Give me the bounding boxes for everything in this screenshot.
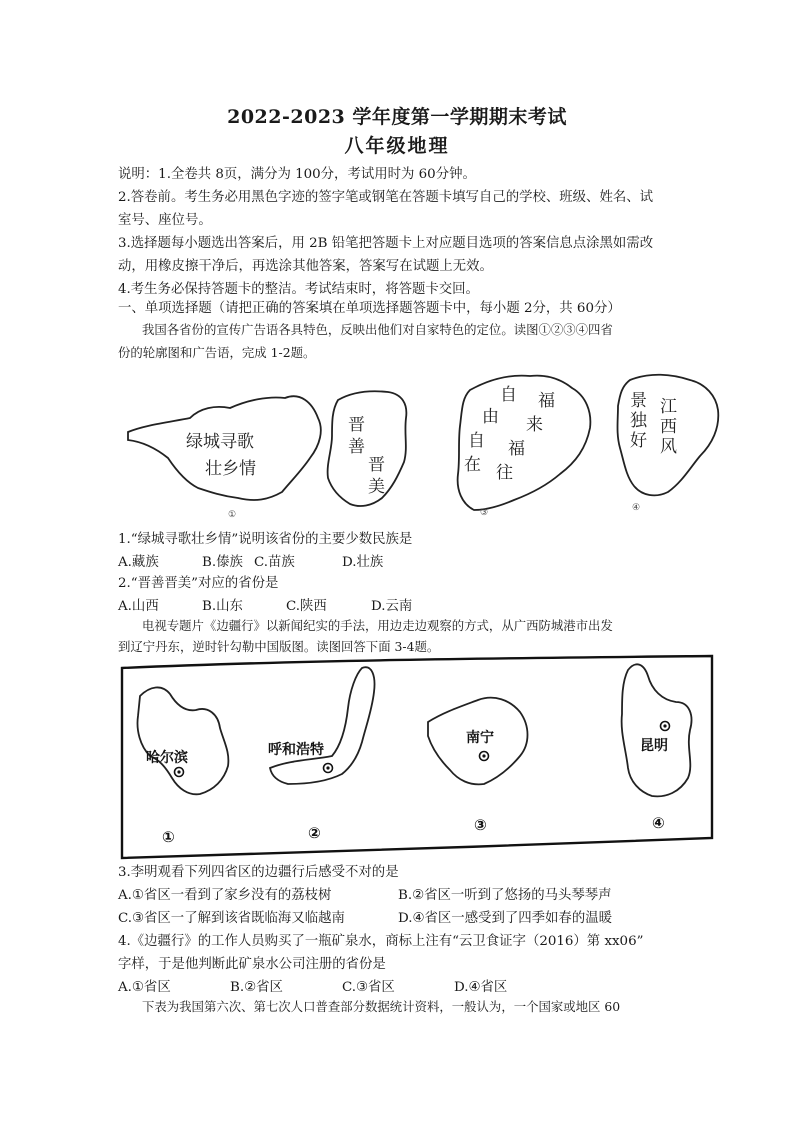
province-outline-inner-mongolia [270, 667, 375, 784]
slogan-2-char: 晋 [368, 455, 385, 475]
q4-option-b[interactable]: B.②省区 [230, 980, 283, 995]
map-number-4: ④ [652, 814, 665, 832]
slogan-4-char: 独 [630, 411, 647, 431]
q1-option-b[interactable]: B.傣族 [202, 555, 243, 570]
city-harbin: 哈尔滨 [146, 750, 188, 766]
slogan-3-char: 往 [496, 463, 513, 483]
slogan-3-char: 由 [482, 407, 499, 427]
instruction-line: 4.考生务必保持答题卡的整洁。考试结束时，将答题卡交回。 [118, 282, 479, 297]
q1-option-c[interactable]: C.苗族 [254, 555, 295, 570]
city-kunming: 昆明 [640, 738, 668, 754]
map-num-1: ① [228, 510, 237, 520]
province-outline-yunnan [622, 664, 692, 796]
q2-option-c[interactable]: C.陕西 [286, 599, 327, 614]
slogan-1-line2: 壮乡情 [205, 459, 256, 479]
q4-option-d[interactable]: D.④省区 [454, 980, 508, 995]
intro-line: 我国各省份的宣传广告语各具特色，反映出他们对自家特色的定位。读图①②③④四省 [142, 322, 613, 337]
q3-stem: 3.李明观看下列四省区的边疆行后感受不对的是 [118, 865, 399, 880]
instruction-line: 动，用橡皮擦干净后，再选涂其他答案，答案写在试题上无效。 [118, 259, 493, 274]
q4-option-a[interactable]: A.①省区 [118, 980, 171, 995]
q2-option-b[interactable]: B.山东 [202, 599, 243, 614]
slogan-4-char: 西 [660, 417, 677, 437]
province-outline-heilongjiang [138, 687, 229, 794]
q2-option-d[interactable]: D.云南 [371, 599, 413, 614]
slogan-3-char: 自 [500, 385, 517, 405]
map-num-3: ③ [480, 508, 489, 518]
q2-stem: 2.“晋善晋美”对应的省份是 [118, 576, 279, 591]
instruction-line: 室号、座位号。 [118, 213, 212, 228]
q1-option-a[interactable]: A.藏族 [118, 555, 159, 570]
slogan-1-line1: 绿城寻歌 [186, 432, 254, 452]
slogan-2-char: 善 [348, 437, 365, 457]
intro-line: 份的轮廓图和广告语，完成 1-2题。 [118, 345, 316, 360]
q3-option-c[interactable]: C.③省区一了解到该省既临海又临越南 [118, 911, 345, 926]
q4-stem: 字样，于是他判断此矿泉水公司注册的省份是 [118, 957, 386, 972]
q3-option-b[interactable]: B.②省区一听到了悠扬的马头琴琴声 [398, 888, 612, 903]
q1-stem: 1.“绿城寻歌壮乡情”说明该省份的主要少数民族是 [118, 532, 413, 547]
slogan-4-char: 江 [660, 397, 677, 417]
exam-subject: 八年级地理 [344, 135, 450, 157]
q4-stem: 4.《边疆行》的工作人员购买了一瓶矿泉水，商标上注有“云卫食证字（2016）第 xx06” [118, 934, 644, 949]
intro2-line: 电视专题片《边疆行》以新闻纪实的手法，用边走边观察的方式，从广西防城港市出发 [142, 618, 613, 633]
slogan-4-char: 好 [630, 431, 647, 451]
map-number-3: ③ [474, 816, 487, 834]
q3-option-d[interactable]: D.④省区一感受到了四季如春的温暖 [398, 911, 612, 926]
instruction-line: 2.答卷前。考生务必用黑色字迹的签字笔或钢笔在答题卡填写自己的学校、班级、姓名、试 [118, 190, 654, 205]
map-num-4: ④ [632, 503, 641, 513]
city-hohhot: 呼和浩特 [268, 742, 324, 758]
section-heading: 一、单项选择题（请把正确的答案填在单项选择题答题卡中，每小题 2分，共 60分） [118, 301, 621, 316]
map-number-1: ① [162, 828, 175, 846]
instruction-line: 3.选择题每小题选出答案后，用 2B 铅笔把答题卡上对应题目选项的答案信息点涂黑如需改 [118, 236, 654, 251]
slogan-3-char: 来 [526, 415, 543, 435]
q4-option-c[interactable]: C.③省区 [342, 980, 395, 995]
slogan-3-char: 福 [508, 439, 525, 459]
instruction-line: 说明：1.全卷共 8页，满分为 100分，考试用时为 60分钟。 [118, 167, 476, 182]
q3-option-a[interactable]: A.①省区一看到了家乡没有的荔枝树 [118, 888, 332, 903]
slogan-3-char: 福 [538, 391, 555, 411]
exam-title: 2022-2023 学年度第一学期期末考试 [227, 106, 567, 128]
slogan-3-char: 在 [464, 455, 481, 475]
intro2-line: 到辽宁丹东，逆时针勾勒中国版图。读图回答下面 3-4题。 [118, 639, 440, 654]
slogan-4-char: 风 [660, 437, 677, 457]
city-nanning: 南宁 [466, 730, 494, 746]
q1-option-d[interactable]: D.壮族 [342, 555, 384, 570]
slogan-4-char: 景 [630, 391, 647, 411]
slogan-2-char: 美 [368, 477, 385, 497]
slogan-2-char: 晋 [348, 415, 365, 435]
q2-option-a[interactable]: A.山西 [118, 599, 159, 614]
slogan-3-char: 自 [468, 431, 485, 451]
map-number-2: ② [308, 824, 321, 842]
table-intro: 下表为我国第六次、第七次人口普查部分数据统计资料，一般认为，一个国家或地区 60 [142, 999, 621, 1014]
